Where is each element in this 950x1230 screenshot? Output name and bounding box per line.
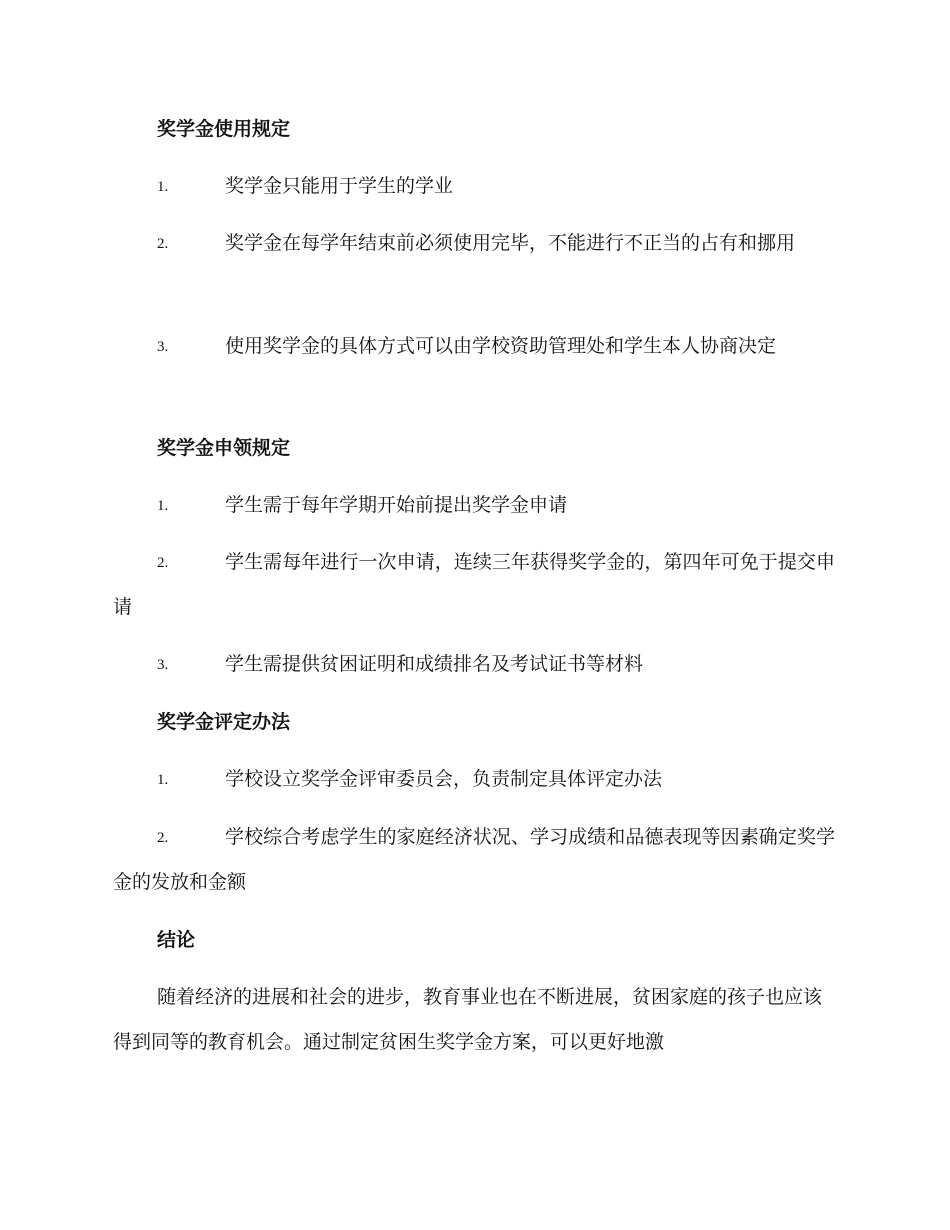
section-heading-usage: 奖学金使用规定 <box>157 118 291 140</box>
list-number: 1. <box>157 498 169 514</box>
section-heading-evaluation: 奖学金评定办法 <box>157 711 291 733</box>
list-number: 1. <box>157 179 169 195</box>
list-number: 1. <box>157 772 169 788</box>
list-item-text: 学生需提供贫困证明和成绩排名及考试证书等材料 <box>225 653 644 675</box>
list-item-text: 奖学金在每学年结束前必须使用完毕，不能进行不正当的占有和挪用 <box>225 232 796 254</box>
list-number: 2. <box>157 830 169 846</box>
section-heading-conclusion: 结论 <box>157 929 196 951</box>
list-number: 3. <box>157 339 169 355</box>
section-heading-application: 奖学金申领规定 <box>157 437 291 459</box>
list-item-text: 使用奖学金的具体方式可以由学校资助管理处和学生本人协商决定 <box>225 335 777 357</box>
list-item-text: 学生需于每年学期开始前提出奖学金申请 <box>225 494 568 516</box>
conclusion-paragraph: 随着经济的进展和社会的进步，教育事业也在不断进展，贫困家庭的孩子也应该得到同等的教育机会。通过制定贫困生奖学金方案，可以更好地激 <box>113 986 823 1053</box>
list-number: 2. <box>157 555 169 571</box>
list-item-text: 奖学金只能用于学生的学业 <box>225 175 454 197</box>
list-item-text: 学生需每年进行一次申请，连续三年获得奖学金的，第四年可免于提交申请 <box>113 551 835 618</box>
list-item-text: 学校设立奖学金评审委员会，负责制定具体评定办法 <box>225 768 663 790</box>
list-number: 3. <box>157 657 169 673</box>
list-item-text: 学校综合考虑学生的家庭经济状况、学习成绩和品德表现等因素确定奖学金的发放和金额 <box>113 826 835 893</box>
list-number: 2. <box>157 236 169 252</box>
